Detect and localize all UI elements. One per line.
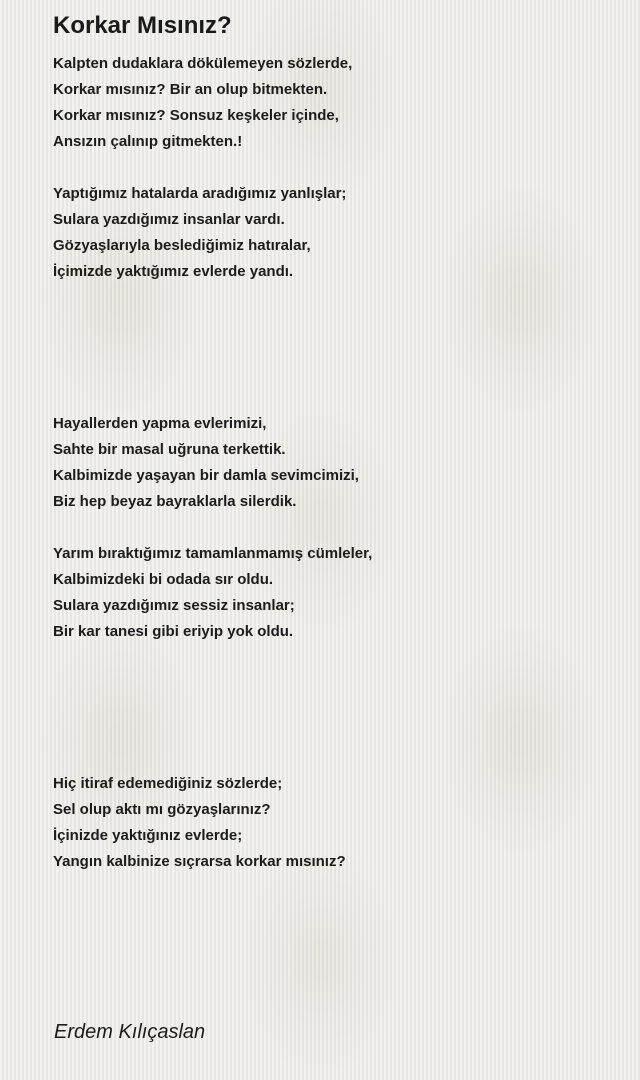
poem-line: Yarım bıraktığımız tamamlanmamış cümleler, (53, 545, 373, 562)
poem-line: Sulara yazdığımız sessiz insanlar; (53, 597, 295, 614)
stanza-2 (53, 181, 346, 285)
poem-line: Bir kar tanesi gibi eriyip yok oldu. (53, 623, 294, 640)
poem-line: Biz hep beyaz bayraklarla silerdik. (53, 493, 297, 510)
poem-line: İçimizde yaktığımız evlerde yandı. (53, 263, 294, 280)
poem-line: Kalbimizdeki bi odada sır oldu. (53, 571, 274, 588)
poem-line: Korkar mısınız? Bir an olup bitmekten. (53, 81, 328, 98)
stanza-1 (53, 51, 352, 155)
poem-line: Hiç itiraf edemediğiniz sözlerde; (53, 775, 283, 792)
poem-line: Ansızın çalınıp gitmekten.! (53, 133, 243, 150)
stanza-4 (53, 541, 372, 645)
poem-line: Gözyaşlarıyla beslediğimiz hatıralar, (53, 237, 311, 254)
poem-line: Kalpten dudaklara dökülemeyen sözlerde, (53, 55, 353, 72)
poem-line: Sel olup aktı mı gözyaşlarınız? (53, 801, 271, 818)
stanza-5 (53, 771, 346, 875)
poem-line: Yaptığımız hatalarda aradığımız yanlışlar; (53, 185, 347, 202)
poem-line: Sulara yazdığımız insanlar vardı. (53, 211, 285, 228)
poem-line: Sahte bir masal uğruna terkettik. (53, 441, 286, 458)
poem-line: Hayallerden yapma evlerimizi, (53, 415, 267, 432)
poem-line: Korkar mısınız? Sonsuz keşkeler içinde, (53, 107, 339, 124)
poem-title: Korkar Mısınız? (53, 12, 232, 39)
stanza-3 (53, 411, 359, 515)
poem-author: Erdem Kılıçaslan (54, 1021, 206, 1043)
poem-line: İçinizde yaktığınız evlerde; (53, 827, 243, 844)
poem-line: Kalbimizde yaşayan bir damla sevimcimizi, (53, 467, 359, 484)
poem-line: Yangın kalbinize sıçrarsa korkar mısınız? (53, 853, 346, 870)
